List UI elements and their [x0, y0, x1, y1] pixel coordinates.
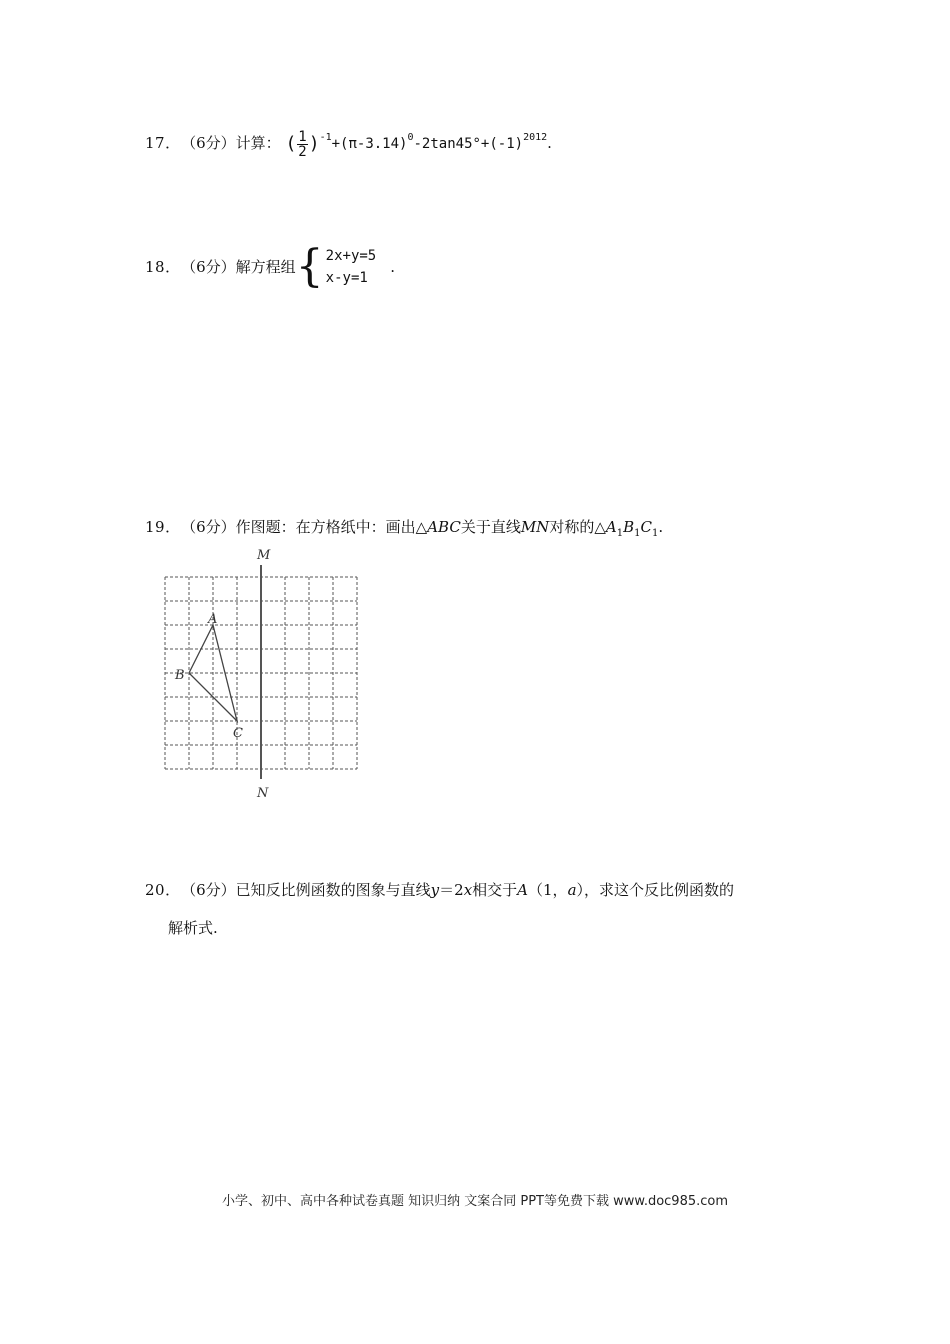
question-text-a: 作图题：在方格纸中：画出△	[235, 518, 428, 536]
exponent-3: 2012	[523, 132, 548, 143]
question-18	[145, 241, 396, 292]
label-b1: B	[623, 518, 635, 536]
question-text-line-2: 解析式.	[168, 919, 218, 937]
equation-system	[326, 245, 377, 289]
grid-figure	[150, 540, 370, 800]
triangle-abc-label: ABC	[427, 518, 461, 536]
system-brace: {	[295, 241, 324, 292]
label-m: M	[257, 548, 271, 563]
coord-open: （1，	[528, 881, 568, 899]
page-footer: 小学、初中、高中各种试卷真题 知识归纳 文案合同 PPT等免费下载 www.doc985.com	[221, 1194, 729, 1209]
question-17	[145, 128, 552, 159]
question-lead: 解方程组	[235, 258, 296, 276]
question-20	[145, 880, 734, 900]
question-number: 20．	[145, 881, 181, 899]
question-end: .	[658, 518, 664, 536]
fraction-numerator: 1	[298, 128, 307, 145]
expression-part-2: +(π-3.14)	[331, 136, 408, 152]
label-a: A	[208, 612, 218, 627]
label-b: B	[175, 668, 185, 683]
question-20-line-2	[168, 918, 218, 938]
equation-1: 2x+y=5	[325, 248, 377, 264]
question-score: （6分）	[188, 518, 236, 536]
sub-2: 1	[634, 528, 641, 539]
var-x: x	[463, 881, 473, 899]
fraction	[297, 130, 307, 159]
fraction-denominator: 2	[298, 143, 307, 160]
var-y: y	[430, 881, 440, 899]
question-end: .	[547, 134, 552, 152]
line-mn-label: MN	[520, 518, 550, 536]
coord-close: ），求这个反比例函数的	[576, 881, 735, 899]
label-c1: C	[640, 518, 652, 536]
var-a: a	[567, 881, 577, 899]
sub-3: 1	[651, 528, 659, 539]
question-number: 18．	[145, 258, 181, 276]
question-text-b: 关于直线	[460, 518, 521, 536]
close-paren: )	[308, 133, 320, 154]
exponent-1: -1	[319, 132, 332, 143]
question-lead: 计算：	[235, 134, 281, 152]
label-n: N	[257, 786, 269, 800]
exponent-2: 0	[407, 132, 414, 143]
question-score: （6分）	[188, 134, 236, 152]
question-text-c: 对称的△	[549, 518, 606, 536]
equation-2: x-y=1	[325, 270, 368, 286]
label-a1: A	[605, 518, 617, 536]
question-text-a: 已知反比例函数的图象与直线	[235, 881, 431, 899]
label-c: C	[233, 726, 243, 741]
open-paren: (	[285, 133, 297, 154]
sub-1: 1	[616, 528, 624, 539]
question-text-b: 相交于	[472, 881, 518, 899]
expression-part-3: -2tan45°+(-1)	[413, 136, 524, 152]
point-a: A	[517, 881, 529, 899]
question-end: .	[390, 258, 396, 276]
question-number: 17．	[145, 134, 181, 152]
question-score: （6分）	[188, 881, 236, 899]
equals-2: ＝2	[439, 881, 464, 899]
question-number: 19．	[145, 518, 181, 536]
question-score: （6分）	[188, 258, 236, 276]
